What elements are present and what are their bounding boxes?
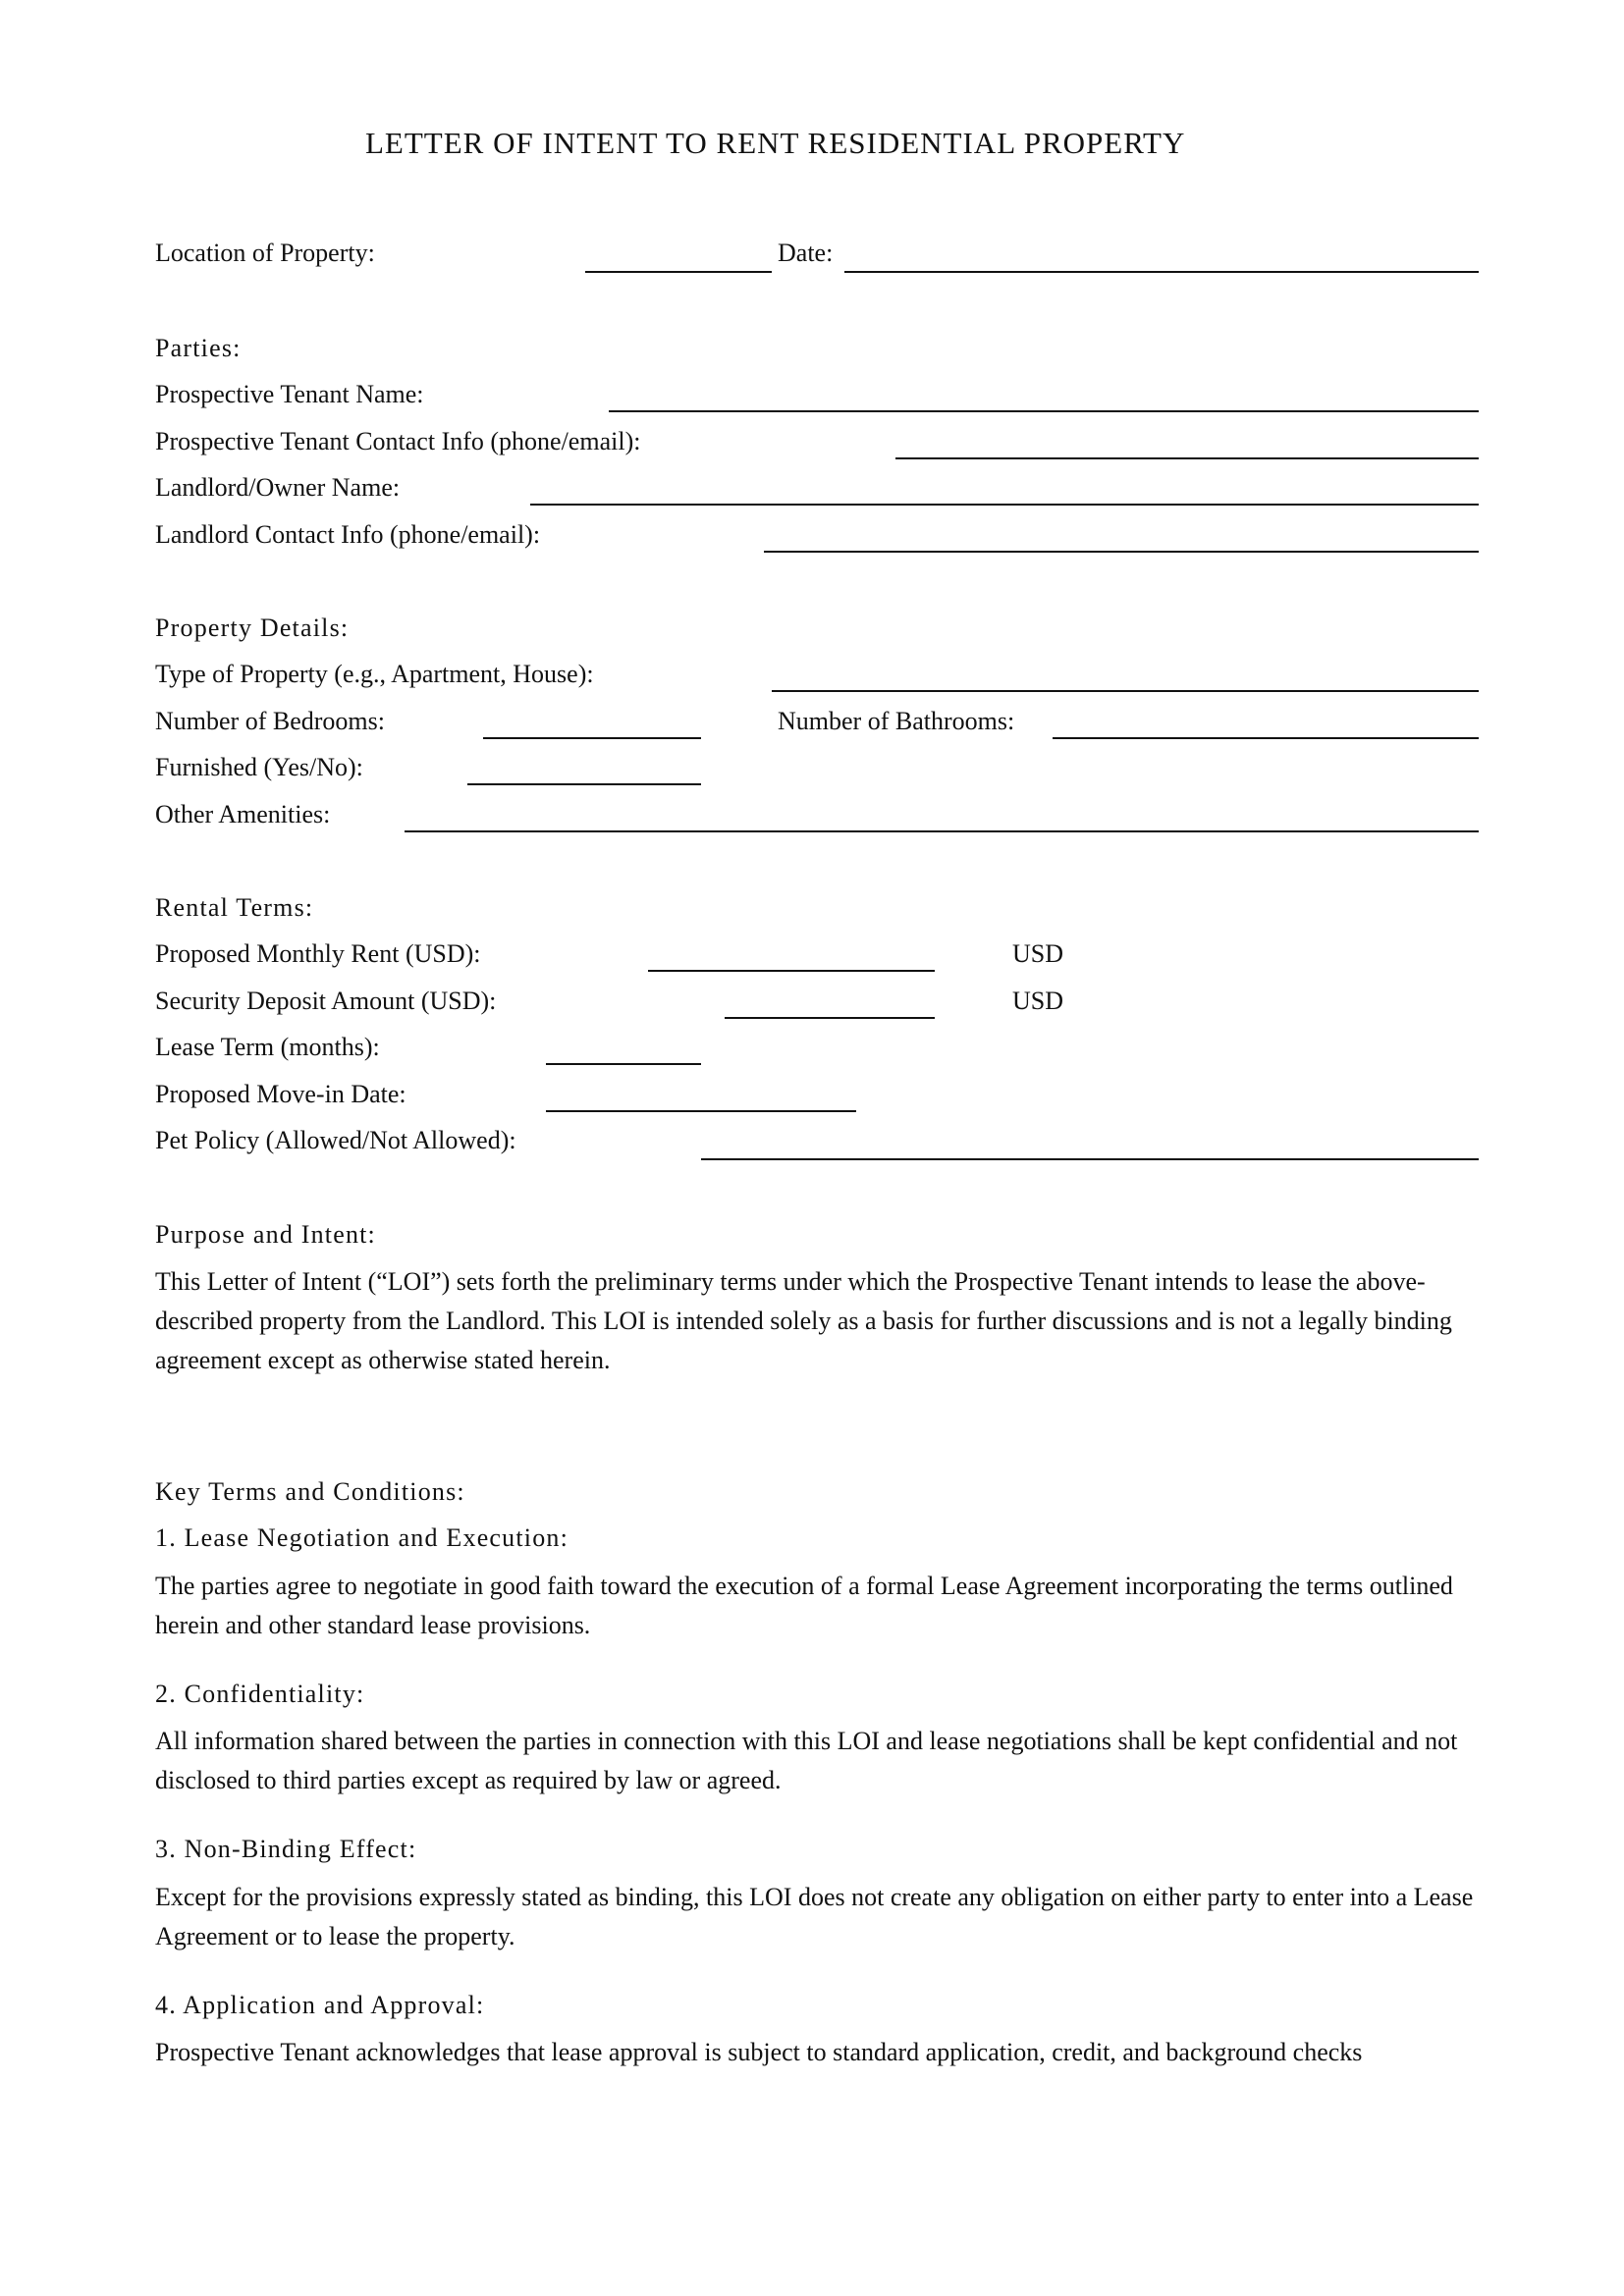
landlord-contact-field[interactable]: [764, 551, 1479, 553]
amenities-label: Other Amenities:: [155, 800, 331, 828]
move-in-field[interactable]: [546, 1110, 856, 1112]
purpose-text: This Letter of Intent (“LOI”) sets forth the preliminary terms under which the Prospective Tenant intends to lease the above-described property from the Landlord. This LOI is intended solely as a basis for further discussions and is not a legally binding agreement except as otherwise stated herein.: [155, 1267, 1452, 1374]
monthly-rent-label: Proposed Monthly Rent (USD):: [155, 939, 481, 968]
bedrooms-field[interactable]: [483, 737, 701, 739]
bedrooms-label: Number of Bedrooms:: [155, 707, 385, 735]
key-term-3-text: Except for the provisions expressly stated as binding, this LOI does not create any obligation on either party to enter into a Lease Agreement or to lease the property.: [155, 1883, 1474, 1950]
property-details-heading: Property Details:: [155, 614, 350, 642]
date-field[interactable]: [844, 271, 1479, 273]
key-term-2-text: All information shared between the parties in connection with this LOI and lease negotiations shall be kept confidential and not disclosed to third parties except as required by law or agreed.: [155, 1727, 1458, 1794]
location-field[interactable]: [585, 271, 772, 273]
key-terms-heading: Key Terms and Conditions:: [155, 1477, 465, 1506]
location-label: Location of Property:: [155, 239, 375, 267]
furnished-label: Furnished (Yes/No):: [155, 753, 363, 781]
deposit-field[interactable]: [725, 1017, 935, 1019]
landlord-name-label: Landlord/Owner Name:: [155, 473, 401, 502]
bathrooms-label: Number of Bathrooms:: [778, 707, 1015, 735]
pet-policy-field[interactable]: [701, 1158, 1479, 1160]
property-type-label: Type of Property (e.g., Apartment, House):: [155, 660, 594, 688]
key-term-1-text: The parties agree to negotiate in good faith toward the execution of a formal Lease Agreement incorporating the terms outlined herein and other standard lease provisions.: [155, 1572, 1453, 1639]
amenities-field[interactable]: [405, 830, 1479, 832]
landlord-name-field[interactable]: [530, 504, 1479, 506]
parties-heading: Parties:: [155, 334, 242, 362]
date-label: Date:: [778, 239, 834, 267]
tenant-name-field[interactable]: [609, 410, 1479, 412]
key-term-4-heading: 4. Application and Approval:: [155, 1991, 485, 2019]
purpose-heading: Purpose and Intent:: [155, 1220, 376, 1249]
tenant-contact-label: Prospective Tenant Contact Info (phone/email):: [155, 427, 641, 455]
move-in-label: Proposed Move-in Date:: [155, 1080, 406, 1108]
monthly-rent-field[interactable]: [648, 970, 935, 972]
rental-terms-heading: Rental Terms:: [155, 893, 314, 922]
deposit-unit: USD: [1012, 987, 1064, 1015]
landlord-contact-label: Landlord Contact Info (phone/email):: [155, 520, 541, 549]
key-term-1-heading: 1. Lease Negotiation and Execution:: [155, 1523, 569, 1552]
document-title: LETTER OF INTENT TO RENT RESIDENTIAL PROPERTY: [365, 126, 1186, 160]
key-term-2-heading: 2. Confidentiality:: [155, 1680, 365, 1708]
pet-policy-label: Pet Policy (Allowed/Not Allowed):: [155, 1126, 516, 1154]
tenant-contact-field[interactable]: [895, 457, 1479, 459]
lease-term-field[interactable]: [546, 1063, 701, 1065]
property-type-field[interactable]: [772, 690, 1479, 692]
key-term-4-text: Prospective Tenant acknowledges that lease approval is subject to standard application, credit, and background checks: [155, 2038, 1363, 2066]
monthly-rent-unit: USD: [1012, 939, 1064, 968]
lease-term-label: Lease Term (months):: [155, 1033, 380, 1061]
key-term-3-heading: 3. Non-Binding Effect:: [155, 1835, 417, 1863]
deposit-label: Security Deposit Amount (USD):: [155, 987, 497, 1015]
bathrooms-field[interactable]: [1053, 737, 1479, 739]
tenant-name-label: Prospective Tenant Name:: [155, 380, 424, 408]
furnished-field[interactable]: [467, 783, 701, 785]
